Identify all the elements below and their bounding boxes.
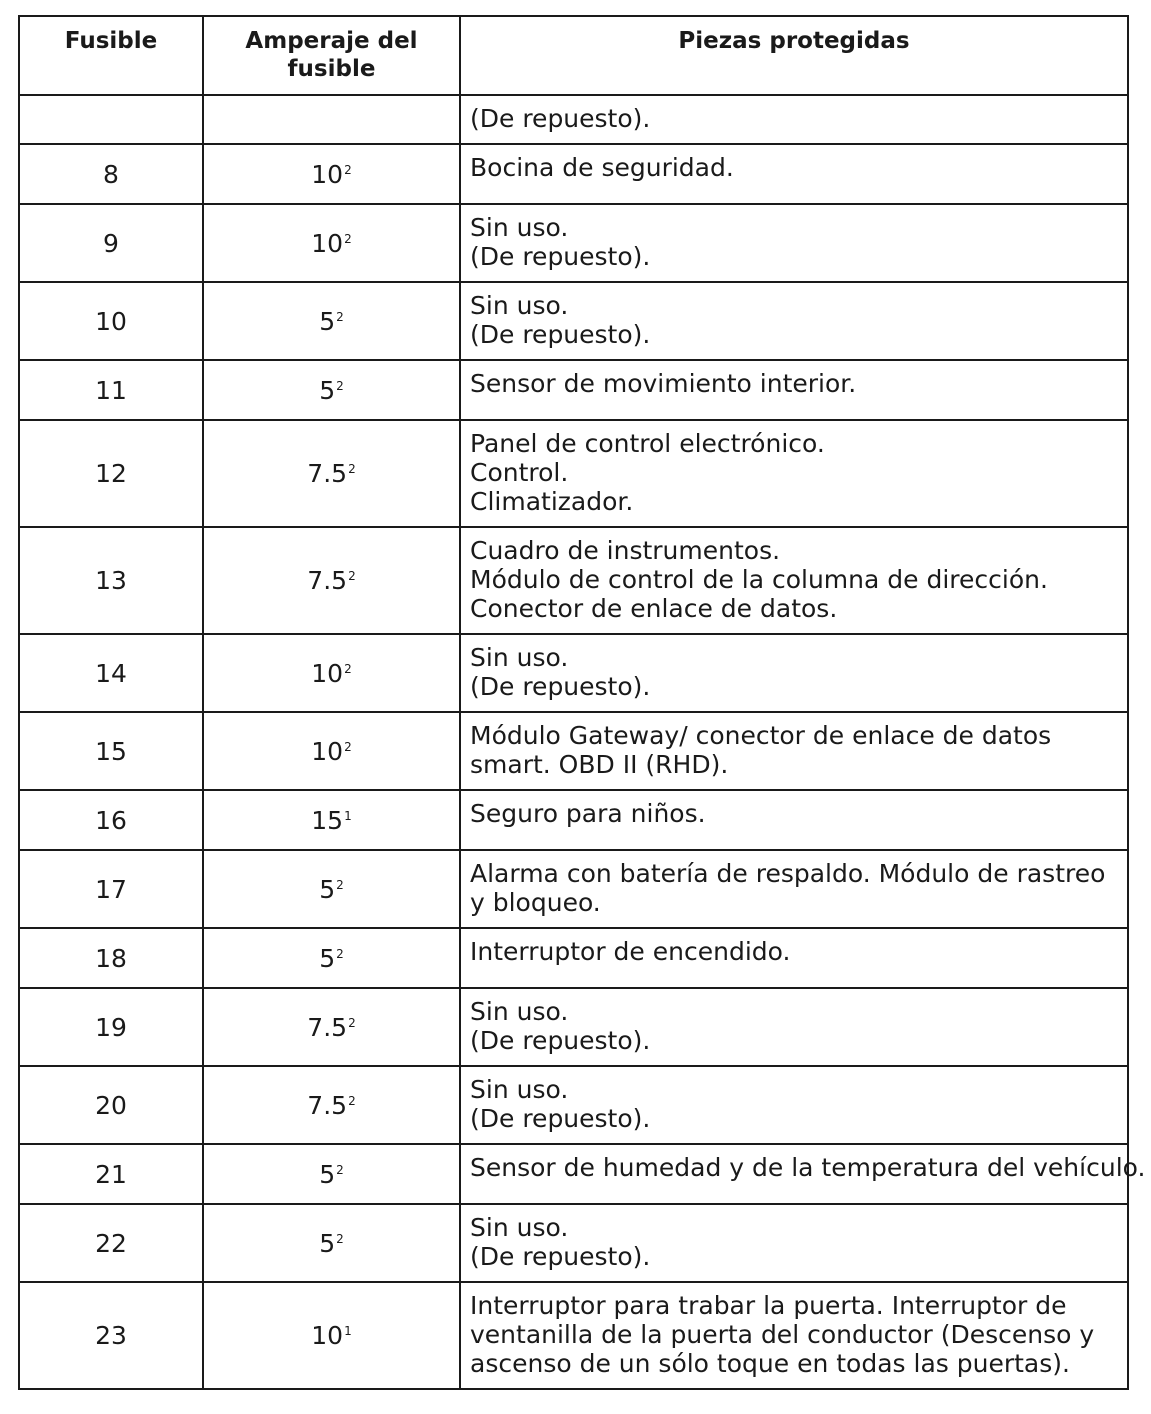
fuse-amperage-cell <box>203 204 460 282</box>
protected-parts-line: Sin uso. <box>470 291 569 320</box>
table-row <box>19 1282 1128 1389</box>
table-row <box>19 360 1128 420</box>
table-row <box>19 634 1128 712</box>
protected-parts-cell <box>460 1282 1128 1389</box>
table-row <box>19 988 1128 1066</box>
footnote-marker: 2 <box>348 569 356 583</box>
fuse-amperage-cell <box>203 928 460 988</box>
amperage-value: 7.5 <box>307 566 348 595</box>
amperage-value: 10 <box>311 228 344 258</box>
protected-parts-line: Sin uso. <box>470 1213 569 1242</box>
header-amperage-line: fusible <box>287 56 376 82</box>
protected-parts-line: Panel de control electrónico. <box>470 429 825 458</box>
fuse-number-cell <box>19 95 203 144</box>
protected-parts-cell <box>460 204 1128 282</box>
protected-parts-line: Sin uso. <box>470 643 569 672</box>
table-row <box>19 527 1128 634</box>
fuse-number-cell: 22 <box>19 1204 203 1282</box>
protected-parts-line: smart. OBD II (RHD). <box>470 750 729 779</box>
protected-parts-line: y bloqueo. <box>470 888 601 917</box>
fuse-number-cell: 14 <box>19 634 203 712</box>
amperage-value: 5 <box>319 306 336 336</box>
amperage-value: 10 <box>311 1321 344 1350</box>
fuse-number-cell: 10 <box>19 282 203 360</box>
footnote-marker: 2 <box>344 739 352 754</box>
protected-parts-line: Sensor de movimiento interior. <box>470 369 857 398</box>
footnote-marker: 2 <box>336 877 344 892</box>
fuse-amperage-cell <box>203 360 460 420</box>
protected-parts-cell <box>460 928 1128 988</box>
protected-parts-cell <box>460 527 1128 634</box>
fuse-number-cell: 18 <box>19 928 203 988</box>
fuse-amperage-cell <box>203 1066 460 1144</box>
protected-parts-line: (De repuesto). <box>470 1242 651 1271</box>
fuse-number-cell: 21 <box>19 1144 203 1204</box>
protected-parts-line: (De repuesto). <box>470 672 651 701</box>
protected-parts-line: Climatizador. <box>470 487 634 516</box>
protected-parts-cell <box>460 1204 1128 1282</box>
protected-parts-line: (De repuesto). <box>470 242 651 271</box>
header-amperage-line: Amperaje del <box>245 28 418 54</box>
protected-parts-line: Sin uso. <box>470 997 569 1026</box>
protected-parts-line: Bocina de seguridad. <box>470 153 734 182</box>
table-row <box>19 204 1128 282</box>
header-protected-parts: Piezas protegidas <box>460 16 1128 95</box>
protected-parts-line: Conector de enlace de datos. <box>470 594 838 623</box>
protected-parts-line: (De repuesto). <box>470 104 651 133</box>
table-header-row <box>19 16 1128 95</box>
protected-parts-line: Sin uso. <box>470 1075 569 1104</box>
fuse-amperage-cell <box>203 144 460 204</box>
table-row <box>19 144 1128 204</box>
protected-parts-line: (De repuesto). <box>470 320 651 349</box>
protected-parts-cell <box>460 634 1128 712</box>
fuse-number-cell: 8 <box>19 144 203 204</box>
amperage-value: 7.5 <box>307 1012 348 1042</box>
footnote-marker: 2 <box>336 1162 344 1177</box>
footnote-marker: 2 <box>336 1231 344 1246</box>
amperage-value: 5 <box>319 1159 336 1189</box>
footnote-marker: 2 <box>344 661 352 676</box>
table-row <box>19 790 1128 850</box>
protected-parts-line: Alarma con batería de respaldo. Módulo de rastreo <box>470 859 1106 888</box>
fuse-number-cell: 16 <box>19 790 203 850</box>
table-row <box>19 95 1128 144</box>
amperage-value: 7.5 <box>307 1090 348 1120</box>
footnote-marker: 2 <box>348 462 356 476</box>
protected-parts-line: Interruptor de encendido. <box>470 937 791 966</box>
footnote-marker: 2 <box>344 231 352 246</box>
footnote-marker: 1 <box>344 808 352 823</box>
amperage-value: 5 <box>319 874 336 904</box>
protected-parts-cell <box>460 712 1128 790</box>
table-row <box>19 420 1128 527</box>
protected-parts-line: (De repuesto). <box>470 1026 651 1055</box>
table-body <box>19 95 1146 1389</box>
fuse-amperage-cell <box>203 420 460 527</box>
table-row <box>19 928 1128 988</box>
protected-parts-line: Seguro para niños. <box>470 799 706 828</box>
protected-parts-cell <box>460 144 1128 204</box>
protected-parts-cell <box>460 95 1128 144</box>
fuse-number-cell: 23 <box>19 1282 203 1389</box>
fuse-amperage-cell <box>203 1204 460 1282</box>
protected-parts-cell <box>460 360 1128 420</box>
protected-parts-line: Sin uso. <box>470 213 569 242</box>
footnote-marker: 2 <box>344 162 352 177</box>
table-row <box>19 1204 1128 1282</box>
fuse-amperage-cell <box>203 527 460 634</box>
table-row <box>19 282 1128 360</box>
header-amperage <box>203 16 460 95</box>
protected-parts-line: Módulo de control de la columna de dirección. <box>470 565 1048 594</box>
amperage-value: 15 <box>311 805 344 835</box>
table-row <box>19 850 1128 928</box>
fuse-number-cell: 12 <box>19 420 203 527</box>
fuse-amperage-cell <box>203 1282 460 1389</box>
table-row <box>19 1066 1128 1144</box>
amperage-value: 10 <box>311 159 344 189</box>
amperage-value: 10 <box>311 658 344 688</box>
footnote-marker: 1 <box>344 1324 352 1338</box>
table-row <box>19 712 1128 790</box>
fuse-amperage-cell <box>203 850 460 928</box>
fuse-amperage-cell <box>203 988 460 1066</box>
fuse-number-cell: 11 <box>19 360 203 420</box>
fuse-table <box>18 15 1146 1390</box>
protected-parts-line: ventanilla de la puerta del conductor (Descenso y <box>470 1320 1095 1349</box>
amperage-value: 5 <box>319 375 336 405</box>
protected-parts-cell <box>460 282 1128 360</box>
footnote-marker: 2 <box>348 1015 356 1030</box>
protected-parts-cell <box>460 790 1128 850</box>
protected-parts-line: Módulo Gateway/ conector de enlace de datos <box>470 721 1052 750</box>
fuse-amperage-cell <box>203 790 460 850</box>
footnote-marker: 2 <box>336 378 344 393</box>
amperage-value: 7.5 <box>307 459 348 488</box>
protected-parts-line: Cuadro de instrumentos. <box>470 536 781 565</box>
fuse-number-cell: 13 <box>19 527 203 634</box>
protected-parts-line: Control. <box>470 458 569 487</box>
amperage-value: 10 <box>311 736 344 766</box>
footnote-marker: 2 <box>336 309 344 324</box>
amperage-value: 5 <box>319 943 336 973</box>
fuse-number-cell: 20 <box>19 1066 203 1144</box>
fuse-number-cell: 9 <box>19 204 203 282</box>
footnote-marker: 2 <box>336 946 344 961</box>
amperage-value: 5 <box>319 1228 336 1258</box>
fuse-number-cell: 19 <box>19 988 203 1066</box>
protected-parts-cell <box>460 420 1128 527</box>
fuse-number-cell: 15 <box>19 712 203 790</box>
protected-parts-cell <box>460 1144 1146 1204</box>
fuse-amperage-cell <box>203 634 460 712</box>
table-row <box>19 1144 1128 1204</box>
header-fuse: Fusible <box>19 16 203 95</box>
protected-parts-cell <box>460 988 1128 1066</box>
protected-parts-cell <box>460 1066 1128 1144</box>
protected-parts-cell <box>460 850 1128 928</box>
protected-parts-line: (De repuesto). <box>470 1104 651 1133</box>
protected-parts-line: Interruptor para trabar la puerta. Interruptor de <box>470 1291 1067 1320</box>
fuse-amperage-cell <box>203 95 460 144</box>
fuse-number-cell: 17 <box>19 850 203 928</box>
fuse-amperage-cell <box>203 1144 460 1204</box>
fuse-amperage-cell <box>203 712 460 790</box>
protected-parts-line: ascenso de un sólo toque en todas las puertas). <box>470 1349 1070 1378</box>
footnote-marker: 2 <box>348 1093 356 1108</box>
protected-parts-line: Sensor de humedad y de la temperatura del vehículo. <box>470 1153 1146 1182</box>
fuse-amperage-cell <box>203 282 460 360</box>
